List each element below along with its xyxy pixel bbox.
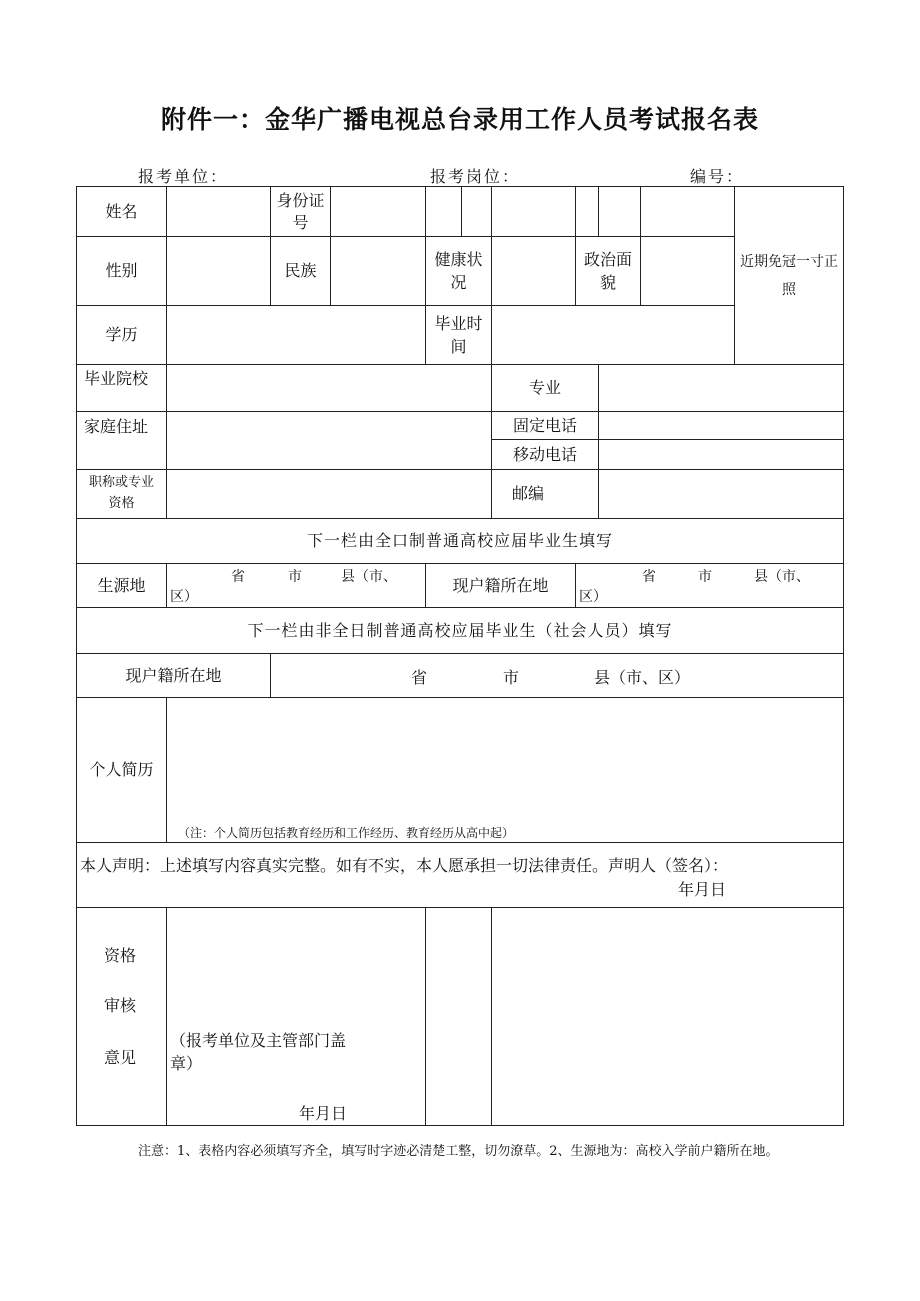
political-label: 政治面 貌 — [583, 249, 632, 292]
origin-province: 省 — [231, 569, 245, 585]
unit-label: 报考单位： — [138, 167, 229, 186]
household-2-province: 省 — [411, 668, 428, 687]
school-label: 毕业院校 — [84, 369, 149, 388]
review-label-3: 意见 — [104, 1048, 137, 1067]
household-2-city: 市 — [503, 668, 520, 687]
household-province: 省 — [642, 569, 656, 585]
grad-time-label: 毕业时 间 — [434, 313, 483, 356]
origin-city: 市 — [288, 569, 302, 585]
household-county: 县（市、 — [754, 569, 810, 585]
gender-label: 性别 — [105, 261, 138, 281]
origin-district: 区） — [170, 589, 198, 605]
declaration-date: 年月日 — [678, 880, 727, 899]
resume-note: （注：个人简历包括教育经历和工作经历、教育经历从高中起） — [178, 826, 515, 840]
post-label: 报考岗位： — [430, 167, 521, 186]
household-district: 区） — [579, 589, 607, 605]
section-fulltime-header: 下一栏由全口制普通高校应届毕业生填写 — [306, 531, 613, 551]
household-2-county: 县（市、区） — [594, 668, 691, 687]
household-city: 市 — [698, 569, 712, 585]
declaration-text: 本人声明：上述填写内容真实完整。如有不实，本人愿承担一切法律责任。声明人（签名）： — [80, 856, 729, 875]
postcode-label: 邮编 — [511, 484, 544, 504]
photo-box: 近期免冠一寸正 照 — [740, 253, 838, 298]
stamp-note-2: 章） — [170, 1054, 203, 1073]
household-label: 现户籍所在地 — [452, 575, 549, 595]
section-other-header: 下一栏由非全日制普通高校应届毕业生（社会人员）填写 — [247, 620, 673, 640]
origin-label: 生源地 — [97, 575, 146, 595]
page-title: 附件一：金华广播电视总台录用工作人员考试报名表 — [160, 105, 759, 134]
footnote: 注意：1、表格内容必须填写齐全，填写时字迹必清楚工整，切勿潦草。2、生源地为：高校入学前户籍所在地。 — [138, 1144, 779, 1159]
name-label: 姓名 — [105, 201, 138, 221]
mobile-label: 移动电话 — [512, 444, 577, 464]
id-number-label: 身份证 号 — [276, 190, 325, 232]
stamp-note-1: （报考单位及主管部门盖 — [170, 1031, 347, 1050]
education-label: 学历 — [105, 325, 138, 345]
address-label: 家庭住址 — [84, 417, 149, 436]
resume-label: 个人简历 — [89, 760, 154, 780]
landline-label: 固定电话 — [512, 415, 577, 435]
review-label-2: 审核 — [104, 996, 137, 1015]
major-label: 专业 — [528, 378, 561, 398]
title-qualification-label: 职称或专业 资格 — [88, 475, 154, 511]
review-label-1: 资格 — [104, 946, 137, 965]
review-date: 年月日 — [299, 1104, 348, 1123]
origin-county: 县（市、 — [341, 569, 397, 585]
ethnicity-label: 民族 — [284, 261, 317, 281]
health-label: 健康状 况 — [434, 249, 483, 292]
household-label-2: 现户籍所在地 — [125, 665, 222, 685]
number-label: 编号： — [690, 167, 745, 186]
